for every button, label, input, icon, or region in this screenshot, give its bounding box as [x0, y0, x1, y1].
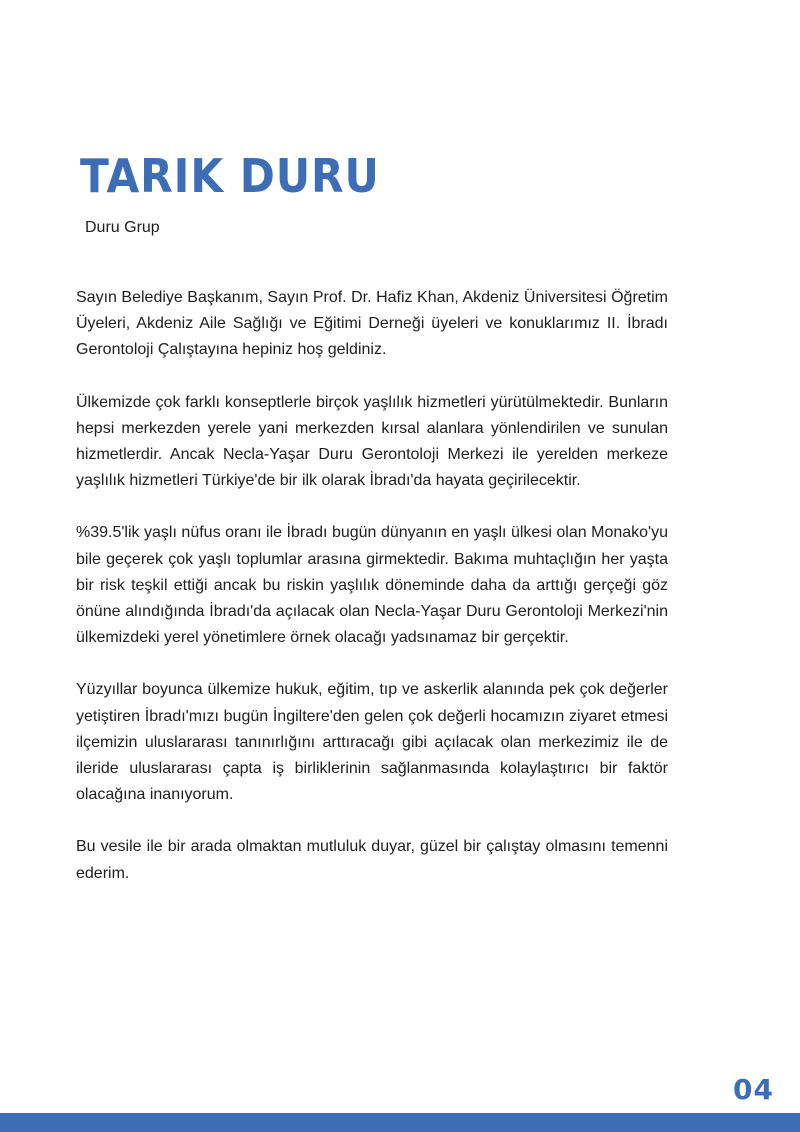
author-affiliation: Duru Grup — [85, 219, 160, 236]
paragraph-1: Sayın Belediye Başkanım, Sayın Prof. Dr. Hafiz Khan, Akdeniz Üniversitesi Öğretim Üyeleri, Akdeniz Aile Sağlığı ve Eğitimi Derneği üyeleri ve konuklarımız II. İbradı Gerontoloji Çalıştayına hepiniz hoş geldiniz. — [76, 289, 668, 359]
paragraph-4: Yüzyıllar boyunca ülkemize hukuk, eğitim, tıp ve askerlik alanında pek çok değerler yetiştiren İbradı'mızı bugün İngiltere'den gelen çok değerli hocamızın ziyaret etmesi ilçemizin uluslararası tanınırlığını arttıracağı gibi açılacak olan merkezimiz ile de ileride uluslararası çapta iş birliklerinin sağlanmasında kolaylaştırıcı bir faktör olacağına inanıyorum. — [76, 681, 668, 804]
body-text — [76, 285, 668, 913]
page-number: 04 — [733, 1073, 774, 1106]
paragraph-3: %39.5'lik yaşlı nüfus oranı ile İbradı bugün dünyanın en yaşlı ülkesi olan Monako'yu bile geçerek çok yaşlı toplumlar arasına girmektedir. Bakıma muhtaçlığın her yaşta bir risk teşkil ettiği ancak bu riskin yaşlılık döneminde daha da arttığı gerçeği göz önüne alındığında İbradı'da açılacak olan Necla-Yaşar Duru Gerontoloji Merkezi'nin ülkemizdeki yerel yönetimlere örnek olacağı yadsınamaz bir gerçektir. — [76, 524, 668, 647]
page-title: TARIK DURU — [80, 149, 380, 203]
paragraph-2: Ülkemizde çok farklı konseptlerle birçok yaşlılık hizmetleri yürütülmektedir. Bunların hepsi merkezden yerele yani merkezden kırsal alanlara yönlendirilen ve sunulan hizmetlerdir. Ancak Necla-Yaşar Duru Gerontoloji Merkezi ile yerelden merkeze yaşlılık hizmetleri Türkiye'de bir ilk olarak İbradı'da hayata geçirilecektir. — [76, 393, 668, 490]
footer-bar — [0, 1113, 800, 1132]
paragraph-5: Bu vesile ile bir arada olmaktan mutluluk duyar, güzel bir çalıştay olmasını temenni ederim. — [76, 838, 668, 882]
